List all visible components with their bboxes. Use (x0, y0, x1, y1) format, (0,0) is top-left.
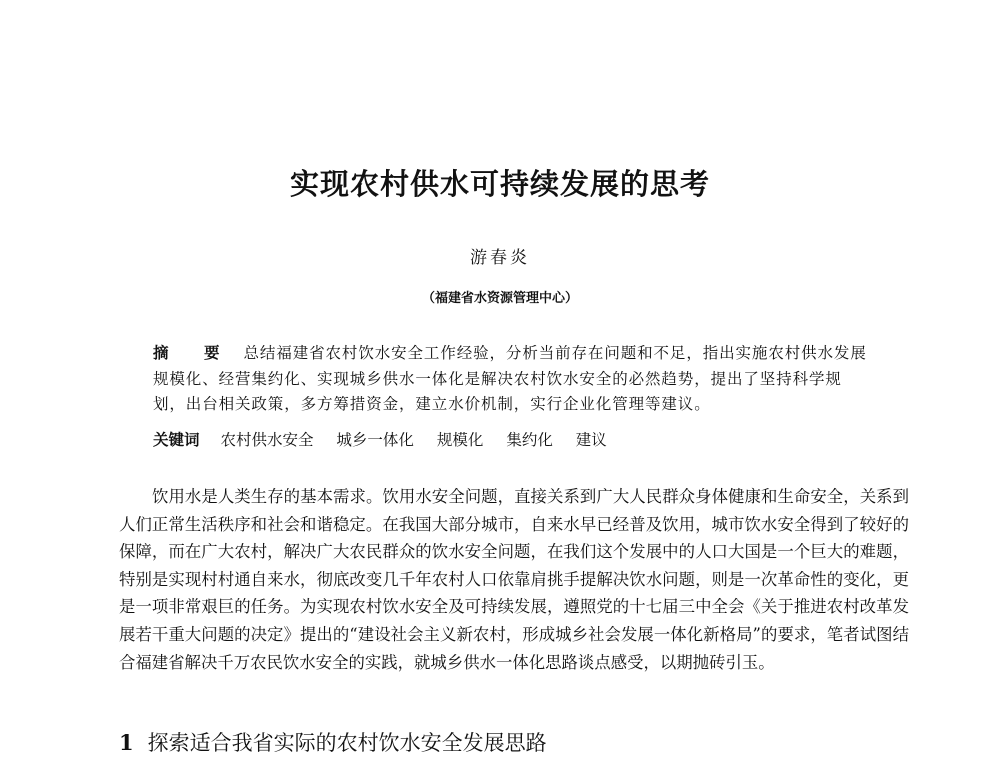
section-number: 1 (119, 730, 134, 755)
author-affiliation: （福建省水资源管理中心） (421, 291, 578, 306)
paper-title: 实现农村供水可持续发展的思考 (289, 167, 710, 201)
section-heading (119, 727, 547, 757)
abstract-block (153, 340, 873, 418)
keyword-item: 集约化 (506, 431, 553, 449)
abstract-label: 摘 要 (153, 343, 230, 362)
keyword-item: 城乡一体化 (336, 431, 414, 449)
section-title: 探索适合我省实际的农村饮水安全发展思路 (147, 731, 547, 755)
keyword-item: 农村供水安全 (220, 431, 314, 449)
keyword-item: 建议 (575, 431, 607, 449)
author-name: 游春炎 (470, 248, 530, 268)
keyword-item: 规模化 (436, 431, 484, 449)
keywords-block (153, 427, 873, 453)
intro-paragraph: 饮用水是人类生存的基本需求。饮用水安全问题，直接关系到广大人民群众身体健康和生命安全，关系到人们正常生活秩序和社会和谐稳定。在我国大部分城市，自来水早已经普及饮用，城市饮水安全得到了较好的保障，而在广大农村，解决广大农民群众的饮水安全问题，在我们这个发展中的人口大国是一个巨大的难题，特别是实现村村通自来水，彻底改变几千年农村人口依靠肩挑手提解决饮水问题，则是一次革命性的变化，更是一项非常艰巨的任务。为实现农村饮水安全及可持续发展，遵照党的十七届三中全会《关于推进农村改革发展若干重大问题的决定》提出的“建设社会主义新农村，形成城乡社会发展一体化新格局”的要求，笔者试图结合福建省解决千万农民饮水安全的实践，就城乡供水一体化思路谈点感受，以期抛砖引玉。 (119, 487, 909, 672)
abstract-text: 总结福建省农村饮水安全工作经验，分析当前存在问题和不足，指出实施农村供水发展规模化、经营集约化、实现城乡供水一体化是解决农村饮水安全的必然趋势，提出了坚持科学规划，出台相关政策，多方筹措资金，建立水价机制，实行企业化管理等建议。 (153, 344, 867, 413)
keywords-label: 关键词 (153, 430, 200, 449)
